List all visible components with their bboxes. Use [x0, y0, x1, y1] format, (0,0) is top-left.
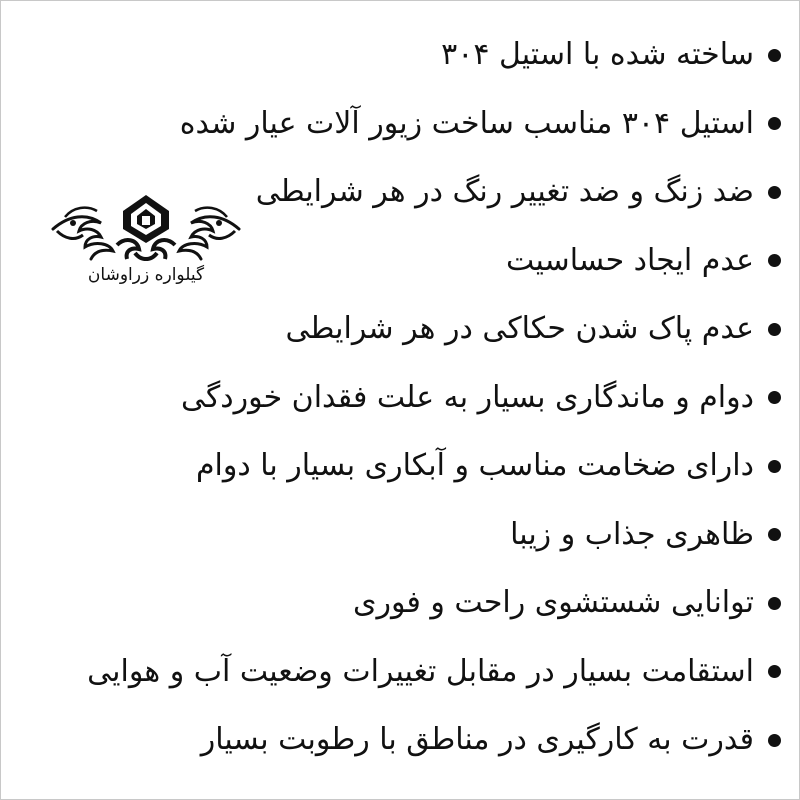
bullet-icon [768, 460, 781, 473]
list-item [181, 227, 781, 296]
bullet-icon [768, 323, 781, 336]
feature-text: قدرت به کارگیری در مناطق با رطوبت بسیار [200, 722, 754, 758]
feature-text: استیل ۳۰۴ مناسب ساخت زیور آلات عیار شده [179, 105, 754, 141]
bullet-icon [768, 665, 781, 678]
bullet-icon [768, 391, 781, 404]
bullet-icon [768, 528, 781, 541]
list-item [181, 158, 781, 227]
feature-text: عدم پاک شدن حکاکی در هر شرایطی [285, 311, 754, 347]
list-item [181, 706, 781, 775]
list-item [181, 295, 781, 364]
feature-text: ظاهری جذاب و زیبا [510, 516, 754, 552]
list-item [181, 501, 781, 570]
list-item [181, 569, 781, 638]
bullet-icon [768, 49, 781, 62]
feature-text: ضد زنگ و ضد تغییر رنگ در هر شرایطی [255, 174, 754, 210]
logo-text: گیلواره زراوشان [87, 265, 205, 285]
list-item [181, 21, 781, 90]
feature-text: دوام و ماندگاری بسیار به علت فقدان خوردگی [180, 379, 754, 415]
bullet-icon [768, 734, 781, 747]
feature-text: توانایی شستشوی راحت و فوری [353, 585, 754, 621]
bullet-icon [768, 254, 781, 267]
list-item [87, 638, 781, 707]
feature-text: استقامت بسیار در مقابل تغییرات وضعیت آب و هوایی [87, 653, 754, 689]
feature-text: عدم ایجاد حساسیت [506, 242, 754, 278]
bullet-icon [768, 117, 781, 130]
feature-text: ساخته شده با استیل ۳۰۴ [441, 37, 754, 73]
list-item [181, 432, 781, 501]
list-item [181, 90, 781, 159]
list-item [181, 364, 781, 433]
feature-text: دارای ضخامت مناسب و آبکاری بسیار با دوام [195, 448, 754, 484]
bullet-icon [768, 186, 781, 199]
bullet-icon [768, 597, 781, 610]
